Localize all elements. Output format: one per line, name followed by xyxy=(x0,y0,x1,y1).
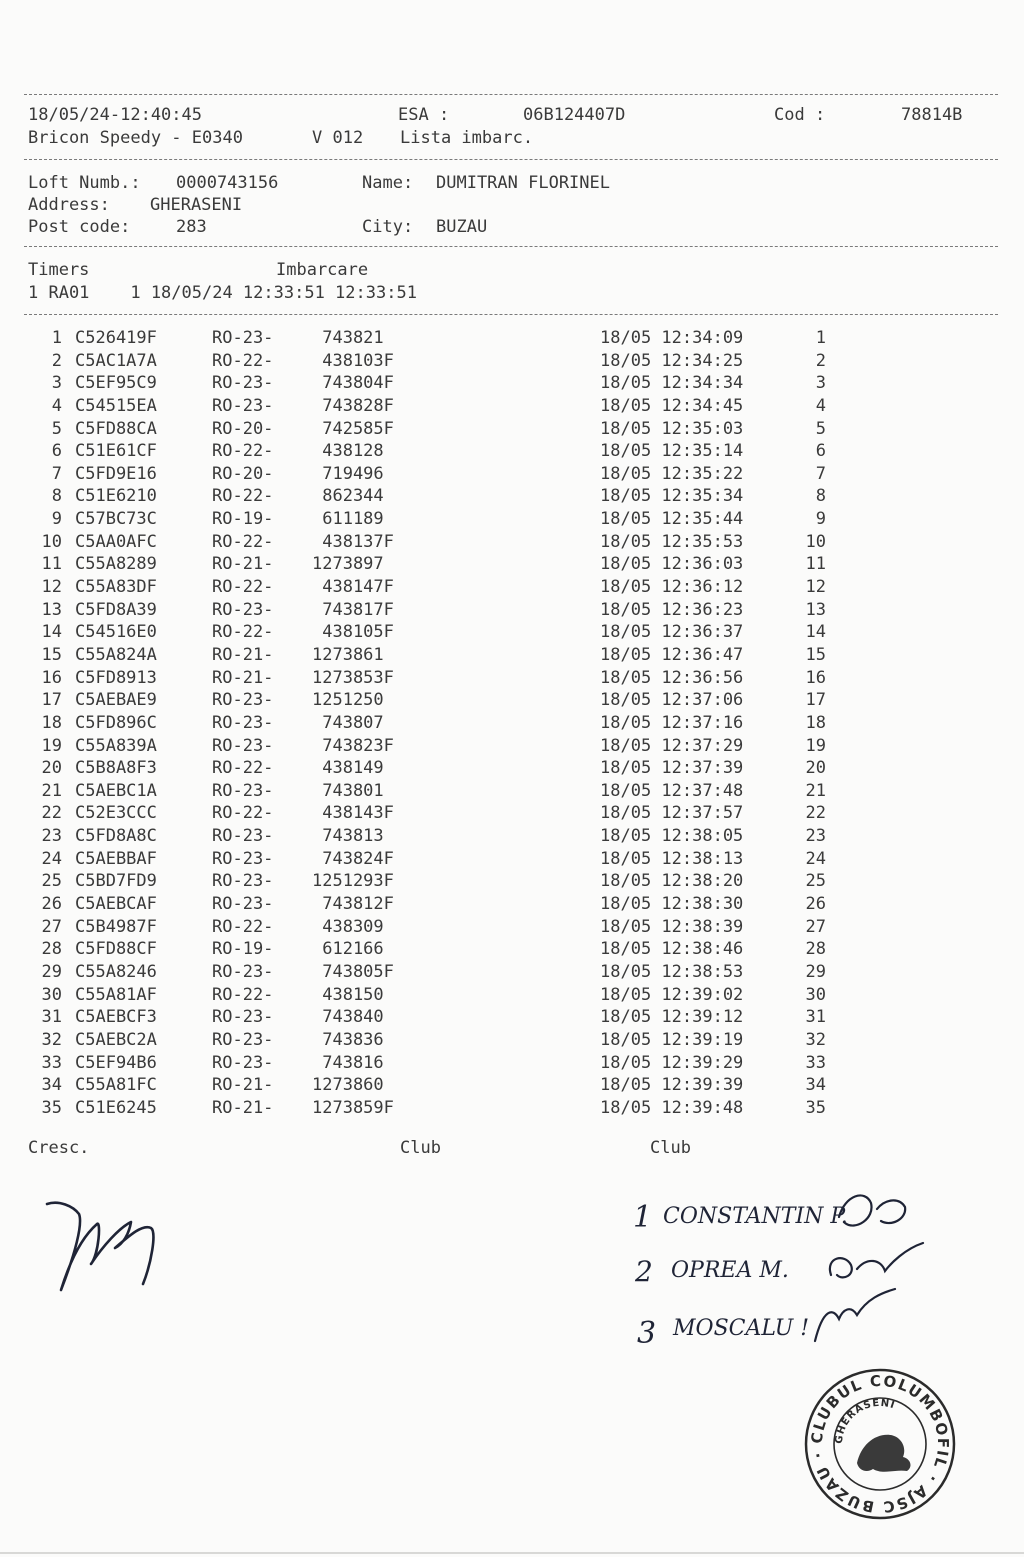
table-row xyxy=(0,916,1024,939)
basketing-time: 18/05 12:38:46 xyxy=(600,939,744,960)
ring-number: 1273897 xyxy=(312,554,384,575)
chip-code: C5AEBAE9 xyxy=(75,690,157,711)
row-index: 20 xyxy=(41,758,62,779)
row-index: 34 xyxy=(41,1075,62,1096)
loft-number: 0000743156 xyxy=(176,173,279,193)
cod-label: Cod : xyxy=(774,105,826,125)
position-number: 24 xyxy=(805,848,826,869)
row-index: 22 xyxy=(41,803,62,824)
print-datetime: 18/05/24-12:40:45 xyxy=(28,105,202,125)
position-number: 21 xyxy=(805,780,826,801)
cresc-label: Cresc. xyxy=(28,1138,90,1158)
position-number: 19 xyxy=(805,735,826,756)
address-line xyxy=(28,194,988,216)
ring-number: 1273859F xyxy=(312,1097,394,1118)
ring-number: 438137F xyxy=(312,531,394,552)
table-row xyxy=(0,938,1024,961)
position-number: 26 xyxy=(805,894,826,915)
ring-prefix: RO-23- xyxy=(212,848,274,869)
ring-number: 438143F xyxy=(312,803,394,824)
row-index: 28 xyxy=(41,939,62,960)
esa-label: ESA : xyxy=(398,105,450,125)
chip-code: C5EF94B6 xyxy=(75,1052,157,1073)
chip-code: C55A8246 xyxy=(75,961,157,982)
chip-code: C55A81AF xyxy=(75,984,157,1005)
city-value: BUZAU xyxy=(436,217,488,237)
chip-code: C5B4987F xyxy=(75,916,157,937)
name-label: Name: xyxy=(362,173,414,193)
chip-code: C5AEBC2A xyxy=(75,1029,157,1050)
row-index: 16 xyxy=(41,667,62,688)
hand-line-1-name: CONSTANTIN P. xyxy=(663,1204,849,1229)
chip-code: C55A83DF xyxy=(75,577,157,598)
position-number: 15 xyxy=(805,644,826,665)
ring-prefix: RO-22- xyxy=(212,531,274,552)
position-number: 9 xyxy=(815,509,826,530)
basketing-time: 18/05 12:34:34 xyxy=(600,373,744,394)
chip-code: C55A8289 xyxy=(75,554,157,575)
position-number: 33 xyxy=(805,1052,826,1073)
position-number: 29 xyxy=(805,961,826,982)
position-number: 3 xyxy=(815,373,826,394)
chip-code: C5AA0AFC xyxy=(75,531,157,552)
basketing-time: 18/05 12:36:56 xyxy=(600,667,744,688)
basketing-time: 18/05 12:34:45 xyxy=(600,395,744,416)
ring-prefix: RO-23- xyxy=(212,690,274,711)
imbarcare-label: Imbarcare xyxy=(276,260,369,280)
club-label-2: Club xyxy=(650,1138,691,1158)
chip-code: C51E6245 xyxy=(75,1097,157,1118)
position-number: 32 xyxy=(805,1029,826,1050)
basketing-time: 18/05 12:35:22 xyxy=(600,463,744,484)
chip-code: C55A81FC xyxy=(75,1075,157,1096)
fancier-signature xyxy=(20,1175,150,1285)
ring-number: 743812F xyxy=(312,894,394,915)
address-label: Address: xyxy=(28,195,110,215)
ring-number: 1251250 xyxy=(312,690,384,711)
basketing-time: 18/05 12:38:53 xyxy=(600,961,744,982)
row-index: 5 xyxy=(51,418,62,439)
timer-entry: 1 RA01 1 18/05/24 12:33:51 12:33:51 xyxy=(28,283,417,303)
chip-code: C5FD88CA xyxy=(75,418,157,439)
ring-number: 743828F xyxy=(312,395,394,416)
ring-number: 1273860 xyxy=(312,1075,384,1096)
top-divider xyxy=(24,94,998,95)
table-row xyxy=(0,463,1024,486)
position-number: 10 xyxy=(805,531,826,552)
position-number: 18 xyxy=(805,712,826,733)
ring-number: 719496 xyxy=(312,463,384,484)
row-index: 18 xyxy=(41,712,62,733)
table-row xyxy=(0,531,1024,554)
ring-number: 438128 xyxy=(312,441,384,462)
row-index: 6 xyxy=(51,441,62,462)
row-index: 19 xyxy=(41,735,62,756)
table-row xyxy=(0,1052,1024,1075)
row-index: 26 xyxy=(41,894,62,915)
chip-code: C5BD7FD9 xyxy=(75,871,157,892)
ring-prefix: RO-23- xyxy=(212,1052,274,1073)
chip-code: C52E3CCC xyxy=(75,803,157,824)
chip-code: C57BC73C xyxy=(75,509,157,530)
ring-number: 743823F xyxy=(312,735,394,756)
ring-prefix: RO-22- xyxy=(212,350,274,371)
header-divider xyxy=(24,159,998,160)
basketing-time: 18/05 12:36:12 xyxy=(600,577,744,598)
ring-prefix: RO-22- xyxy=(212,441,274,462)
row-index: 24 xyxy=(41,848,62,869)
basketing-time: 18/05 12:37:39 xyxy=(600,758,744,779)
esa-value: 06B124407D xyxy=(523,105,626,125)
basketing-time: 18/05 12:35:14 xyxy=(600,441,744,462)
row-index: 29 xyxy=(41,961,62,982)
table-row xyxy=(0,689,1024,712)
table-row xyxy=(0,372,1024,395)
ring-number: 743813 xyxy=(312,826,384,847)
ring-number: 1251293F xyxy=(312,871,394,892)
ring-number: 743807 xyxy=(312,712,384,733)
header-line-2 xyxy=(28,127,988,149)
row-index: 30 xyxy=(41,984,62,1005)
table-row xyxy=(0,440,1024,463)
device-name: Bricon Speedy - E0340 xyxy=(28,128,243,148)
chip-code: C51E6210 xyxy=(75,486,157,507)
row-index: 8 xyxy=(51,486,62,507)
chip-code: C55A839A xyxy=(75,735,157,756)
row-index: 13 xyxy=(41,599,62,620)
basketing-time: 18/05 12:38:39 xyxy=(600,916,744,937)
position-number: 1 xyxy=(815,328,826,348)
ring-number: 612166 xyxy=(312,939,384,960)
ring-number: 438149 xyxy=(312,758,384,779)
ring-prefix: RO-21- xyxy=(212,1097,274,1118)
pigeon-emblem-icon xyxy=(857,1435,910,1472)
row-index: 1 xyxy=(51,328,62,348)
address-value: GHERASENI xyxy=(150,195,243,215)
table-row xyxy=(0,802,1024,825)
basketing-time: 18/05 12:39:48 xyxy=(600,1097,744,1118)
ring-prefix: RO-23- xyxy=(212,373,274,394)
table-row xyxy=(0,418,1024,441)
table-row xyxy=(0,825,1024,848)
ring-prefix: RO-23- xyxy=(212,871,274,892)
timer-line xyxy=(28,282,988,304)
table-row xyxy=(0,870,1024,893)
ring-prefix: RO-23- xyxy=(212,780,274,801)
row-index: 2 xyxy=(51,350,62,371)
chip-code: C5EF95C9 xyxy=(75,373,157,394)
ring-prefix: RO-22- xyxy=(212,622,274,643)
postcode-label: Post code: xyxy=(28,217,131,237)
chip-code: C5FD896C xyxy=(75,712,157,733)
ring-prefix: RO-22- xyxy=(212,803,274,824)
ring-number: 743824F xyxy=(312,848,394,869)
ring-number: 743805F xyxy=(312,961,394,982)
ring-number: 438309 xyxy=(312,916,384,937)
table-row xyxy=(0,508,1024,531)
row-index: 21 xyxy=(41,780,62,801)
chip-code: C51E61CF xyxy=(75,441,157,462)
table-row xyxy=(0,780,1024,803)
position-number: 23 xyxy=(805,826,826,847)
ring-prefix: RO-21- xyxy=(212,1075,274,1096)
row-index: 31 xyxy=(41,1007,62,1028)
basketing-time: 18/05 12:39:12 xyxy=(600,1007,744,1028)
basketing-time: 18/05 12:34:09 xyxy=(600,328,744,348)
ring-prefix: RO-22- xyxy=(212,916,274,937)
table-row xyxy=(0,984,1024,1007)
ring-prefix: RO-23- xyxy=(212,1007,274,1028)
ring-prefix: RO-23- xyxy=(212,826,274,847)
table-row xyxy=(0,757,1024,780)
ring-number: 1273861 xyxy=(312,644,384,665)
position-number: 27 xyxy=(805,916,826,937)
chip-code: C5FD8A39 xyxy=(75,599,157,620)
ring-prefix: RO-19- xyxy=(212,509,274,530)
basketing-time: 18/05 12:39:02 xyxy=(600,984,744,1005)
basketing-time: 18/05 12:37:57 xyxy=(600,803,744,824)
ring-prefix: RO-23- xyxy=(212,961,274,982)
row-index: 27 xyxy=(41,916,62,937)
device-version: V 012 xyxy=(312,128,364,148)
table-row xyxy=(0,1074,1024,1097)
row-index: 25 xyxy=(41,871,62,892)
basketing-time: 18/05 12:35:53 xyxy=(600,531,744,552)
position-number: 8 xyxy=(815,486,826,507)
row-index: 11 xyxy=(41,554,62,575)
row-index: 32 xyxy=(41,1029,62,1050)
ring-prefix: RO-19- xyxy=(212,939,274,960)
ring-number: 862344 xyxy=(312,486,384,507)
table-row xyxy=(0,350,1024,373)
ring-number: 438103F xyxy=(312,350,394,371)
ring-prefix: RO-20- xyxy=(212,463,274,484)
position-number: 22 xyxy=(805,803,826,824)
basketing-time: 18/05 12:35:34 xyxy=(600,486,744,507)
postcode-line xyxy=(28,216,988,238)
table-row xyxy=(0,485,1024,508)
ring-prefix: RO-23- xyxy=(212,894,274,915)
chip-code: C526419F xyxy=(75,328,157,348)
basketing-time: 18/05 12:36:23 xyxy=(600,599,744,620)
position-number: 20 xyxy=(805,758,826,779)
chip-code: C5AEBBAF xyxy=(75,848,157,869)
position-number: 35 xyxy=(805,1097,826,1118)
chip-code: C5FD9E16 xyxy=(75,463,157,484)
table-row xyxy=(0,576,1024,599)
row-index: 14 xyxy=(41,622,62,643)
table-row xyxy=(0,553,1024,576)
basketing-time: 18/05 12:37:06 xyxy=(600,690,744,711)
ring-prefix: RO-21- xyxy=(212,644,274,665)
stamp-outer-text: CLUBUL COLUMBOFIL · AJSC BUZAU · xyxy=(808,1371,953,1517)
table-row xyxy=(0,1006,1024,1029)
basketing-time: 18/05 12:36:03 xyxy=(600,554,744,575)
row-index: 15 xyxy=(41,644,62,665)
table-row xyxy=(0,712,1024,735)
basketing-time: 18/05 12:38:20 xyxy=(600,871,744,892)
ring-number: 743816 xyxy=(312,1052,384,1073)
table-row xyxy=(0,395,1024,418)
position-number: 30 xyxy=(805,984,826,1005)
table-row xyxy=(0,1029,1024,1052)
basketing-time: 18/05 12:35:44 xyxy=(600,509,744,530)
table-row xyxy=(0,621,1024,644)
hand-line-3-number: 3 xyxy=(637,1316,657,1351)
table-row xyxy=(0,735,1024,758)
row-index: 10 xyxy=(41,531,62,552)
position-number: 14 xyxy=(805,622,826,643)
chip-code: C5AEBCAF xyxy=(75,894,157,915)
basketing-time: 18/05 12:36:37 xyxy=(600,622,744,643)
ring-prefix: RO-23- xyxy=(212,599,274,620)
ring-prefix: RO-23- xyxy=(212,1029,274,1050)
club-stamp xyxy=(784,1348,953,1517)
position-number: 2 xyxy=(815,350,826,371)
ring-number: 743804F xyxy=(312,373,394,394)
chip-code: C5FD8A8C xyxy=(75,826,157,847)
ring-number: 438147F xyxy=(312,577,394,598)
ring-number: 743817F xyxy=(312,599,394,620)
ring-prefix: RO-23- xyxy=(212,735,274,756)
list-title: Lista imbarc. xyxy=(400,128,534,148)
club-label-1: Club xyxy=(400,1138,441,1158)
table-row xyxy=(0,599,1024,622)
basketing-time: 18/05 12:38:30 xyxy=(600,894,744,915)
basketing-time: 18/05 12:35:03 xyxy=(600,418,744,439)
basketing-time: 18/05 12:38:13 xyxy=(600,848,744,869)
row-index: 12 xyxy=(41,577,62,598)
position-number: 11 xyxy=(805,554,826,575)
row-index: 7 xyxy=(51,463,62,484)
ring-prefix: RO-21- xyxy=(212,554,274,575)
hand-line-1-number: 1 xyxy=(633,1200,653,1235)
position-number: 25 xyxy=(805,871,826,892)
cod-value: 78814B xyxy=(901,105,963,125)
basketing-time: 18/05 12:36:47 xyxy=(600,644,744,665)
ring-number: 1273853F xyxy=(312,667,394,688)
ring-prefix: RO-23- xyxy=(212,328,274,348)
table-row xyxy=(0,893,1024,916)
ring-number: 438105F xyxy=(312,622,394,643)
table-row xyxy=(0,644,1024,667)
table-row xyxy=(0,667,1024,690)
table-row xyxy=(0,327,1024,350)
ring-number: 742585F xyxy=(312,418,394,439)
timers-header xyxy=(28,259,988,281)
city-label: City: xyxy=(362,217,414,237)
timers-label: Timers xyxy=(28,260,90,280)
ring-prefix: RO-21- xyxy=(212,667,274,688)
basketing-time: 18/05 12:39:19 xyxy=(600,1029,744,1050)
table-row xyxy=(0,1097,1024,1120)
row-index: 33 xyxy=(41,1052,62,1073)
ring-prefix: RO-22- xyxy=(212,758,274,779)
chip-code: C5AEBCF3 xyxy=(75,1007,157,1028)
loft-line xyxy=(28,172,988,194)
ring-number: 438150 xyxy=(312,984,384,1005)
basketing-time: 18/05 12:34:25 xyxy=(600,350,744,371)
header-line-1 xyxy=(28,104,988,126)
fancier-name: DUMITRAN FLORINEL xyxy=(436,173,610,193)
basketing-table xyxy=(0,327,1024,1119)
ring-number: 743836 xyxy=(312,1029,384,1050)
row-index: 17 xyxy=(41,690,62,711)
chip-code: C55A824A xyxy=(75,644,157,665)
position-number: 7 xyxy=(815,463,826,484)
row-index: 9 xyxy=(51,509,62,530)
basketing-time: 18/05 12:37:16 xyxy=(600,712,744,733)
ring-prefix: RO-22- xyxy=(212,984,274,1005)
chip-code: C5FD88CF xyxy=(75,939,157,960)
position-number: 5 xyxy=(815,418,826,439)
row-index: 35 xyxy=(41,1097,62,1118)
club-handwritten-list xyxy=(600,1160,930,1351)
table-row xyxy=(0,848,1024,871)
position-number: 13 xyxy=(805,599,826,620)
hand-line-2-number: 2 xyxy=(635,1255,654,1288)
position-number: 34 xyxy=(805,1075,826,1096)
stamp-inner-text: GHERASENI xyxy=(834,1397,897,1445)
timers-divider xyxy=(24,314,998,315)
ring-number: 743801 xyxy=(312,780,384,801)
position-number: 12 xyxy=(805,577,826,598)
chip-code: C5B8A8F3 xyxy=(75,758,157,779)
position-number: 6 xyxy=(815,441,826,462)
position-number: 4 xyxy=(815,395,826,416)
position-number: 31 xyxy=(805,1007,826,1028)
position-number: 16 xyxy=(805,667,826,688)
basketing-time: 18/05 12:37:29 xyxy=(600,735,744,756)
chip-code: C54516E0 xyxy=(75,622,157,643)
postcode-value: 283 xyxy=(176,217,207,237)
row-index: 3 xyxy=(51,373,62,394)
ring-prefix: RO-20- xyxy=(212,418,274,439)
row-index: 4 xyxy=(51,395,62,416)
ring-number: 743821 xyxy=(312,328,384,348)
ring-prefix: RO-23- xyxy=(212,395,274,416)
basketing-time: 18/05 12:38:05 xyxy=(600,826,744,847)
page-edge xyxy=(0,1552,1024,1554)
basketing-time: 18/05 12:39:29 xyxy=(600,1052,744,1073)
table-row xyxy=(0,961,1024,984)
chip-code: C5FD8913 xyxy=(75,667,157,688)
chip-code: C54515EA xyxy=(75,395,157,416)
chip-code: C5AC1A7A xyxy=(75,350,157,371)
ring-prefix: RO-22- xyxy=(212,577,274,598)
chip-code: C5AEBC1A xyxy=(75,780,157,801)
row-index: 23 xyxy=(41,826,62,847)
hand-line-3-name: MOSCALU ! xyxy=(673,1316,810,1341)
loft-label: Loft Numb.: xyxy=(28,173,141,193)
position-number: 17 xyxy=(805,690,826,711)
basketing-time: 18/05 12:37:48 xyxy=(600,780,744,801)
position-number: 28 xyxy=(805,939,826,960)
basketing-time: 18/05 12:39:39 xyxy=(600,1075,744,1096)
loft-divider xyxy=(24,246,998,247)
ring-prefix: RO-23- xyxy=(212,712,274,733)
ring-number: 611189 xyxy=(312,509,384,530)
ring-number: 743840 xyxy=(312,1007,384,1028)
hand-line-2-name: OPREA M. xyxy=(671,1258,790,1283)
ring-prefix: RO-22- xyxy=(212,486,274,507)
